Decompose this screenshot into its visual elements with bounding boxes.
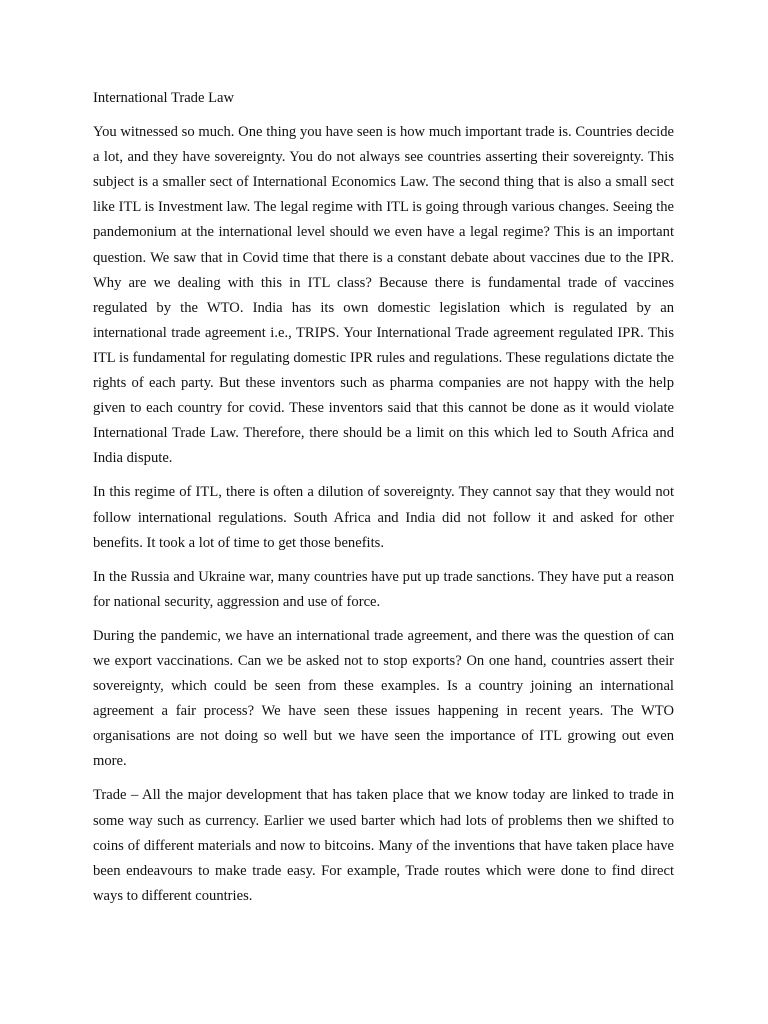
paragraph-3: In the Russia and Ukraine war, many countries have put up trade sanctions. They have put a reason for national security, aggression and use of force.: [93, 568, 674, 610]
document-body: [93, 86, 674, 918]
document-title: International Trade Law: [93, 90, 235, 106]
paragraph-1: You witnessed so much. One thing you have seen is how much important trade is. Countries decide a lot, and they have sovereignty. You do not always see countries asserting their sovereignty. This subject is a smaller sect of International Economics Law. The second thing that is also a small sect like ITL is Investment law. The legal regime with ITL is going through various changes. Seeing the pandemonium at the international level should we even have a legal regime? This is an important question. We saw that in Covid time that there is a constant debate about vaccines due to the IPR. Why are we dealing with this in ITL class? Because there is fundamental trade of vaccines regulated by the WTO. India has its own domestic legislation which is regulated by an international trade agreement i.e., TRIPS. Your International Trade agreement regulated IPR. This ITL is fundamental for regulating domestic IPR rules and regulations. These regulations dictate the rights of each party. But these inventors such as pharma companies are not happy with the help given to each country for covid. These inventors said that this cannot be done as it would violate International Trade Law. Therefore, there should be a limit on this which led to South Africa and India dispute.: [93, 124, 674, 467]
paragraph-5: Trade – All the major development that has taken place that we know today are linked to trade in some way such as currency. Earlier we used barter which had lots of problems then we shifted to coins of different materials and now to bitcoins. Many of the inventions that have taken place have been endeavours to make trade easy. For example, Trade routes which were done to find direct ways to different countries.: [93, 787, 674, 904]
paragraph-4: During the pandemic, we have an international trade agreement, and there was the question of can we export vaccinations. Can we be asked not to stop exports? On one hand, countries assert their sovereignty, which could be seen from these examples. Is a country joining an international agreement a fair process? We have seen these issues happening in recent years. The WTO organisations are not doing so well but we have seen the importance of ITL growing out even more.: [93, 627, 674, 770]
paragraph-2: In this regime of ITL, there is often a dilution of sovereignty. They cannot say that they would not follow international regulations. South Africa and India did not follow it and asked for other benefits. It took a lot of time to get those benefits.: [93, 484, 674, 551]
